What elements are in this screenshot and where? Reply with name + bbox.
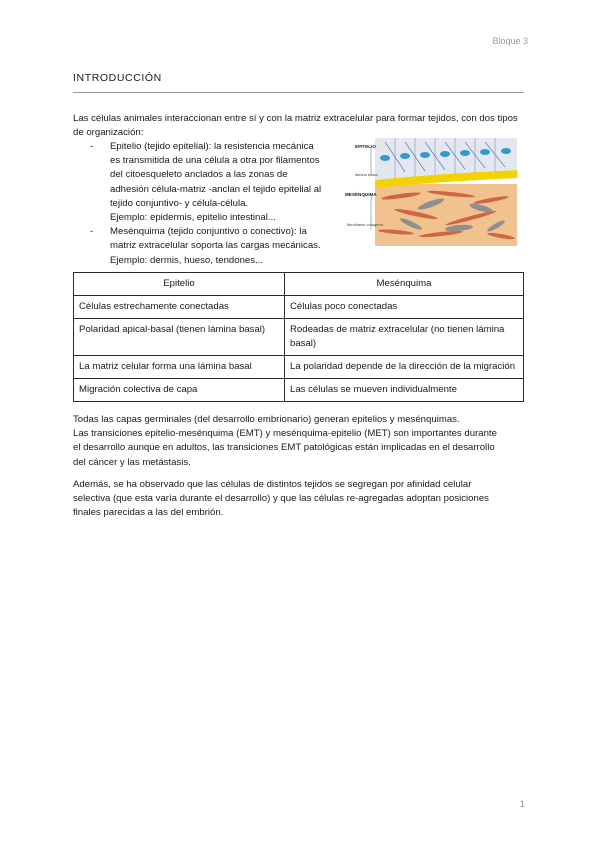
tissue-illustration (341, 134, 517, 246)
bullet-line: es transmitida de una célula a otra por filamentos (110, 155, 320, 167)
table-cell: Migración colectiva de capa (74, 379, 285, 402)
emt-paragraph (73, 413, 525, 470)
bullet-line: Ejemplo: epidermis, epitelio intestinal... (110, 212, 276, 224)
header-epitelio: Epitelio (74, 273, 285, 296)
bullet-line: Ejemplo: dermis, hueso, tendones... (110, 254, 264, 266)
table-cell: La polaridad depende de la dirección de la migración (285, 356, 524, 379)
table-header-row (74, 273, 524, 296)
title-divider (73, 92, 524, 93)
table-row (74, 379, 524, 402)
page-number: 1 (519, 799, 525, 809)
paragraph-line: Todas las capas germinales (del desarrollo embrionario) generan epitelios y mesénquimas. (73, 414, 460, 425)
table-row (74, 319, 524, 356)
intro-paragraph: Las células animales interaccionan entre sí y con la matriz extracelular para formar tejidos, con dos tipos de organización: (73, 113, 518, 139)
table-cell: Células estrechamente conectadas (74, 296, 285, 319)
block-label: Bloque 3 (492, 36, 528, 46)
table-cell: Las células se mueven individualmente (285, 379, 524, 402)
bullet-line: adhesión célula-matriz -anclan el tejido epitelial al (110, 183, 322, 195)
bullet-line: del citoesqueleto anclados a las zonas de (110, 169, 288, 181)
bullet-line: Epitelio (tejido epitelial): la resistencia mecánica (110, 141, 314, 152)
table-cell: Rodeadas de matriz extracelular (no tienen lámina basal) (285, 319, 524, 356)
bullet-line: matriz extracelular soporta las cargas mecánicas. (110, 240, 321, 252)
label-mesenquima: MESÉNQUIMA (345, 192, 377, 197)
table-cell: Polaridad apical-basal (tienen lámina basal) (74, 319, 285, 356)
label-fibroblasto: fibroblasto colágeno (347, 222, 383, 227)
bullet-dash: - (90, 141, 94, 152)
table-row (74, 296, 524, 319)
tissue-bullet-list (90, 140, 340, 268)
segregation-paragraph (73, 478, 525, 521)
label-lamina: lámina basal (355, 172, 378, 177)
bullet-line: tejido conjuntivo- y célula-célula. (110, 197, 249, 209)
table-cell: Células poco conectadas (285, 296, 524, 319)
paragraph-line: selectiva (que esta varía durante el desarrollo) y que las células re-agregadas adoptan posiciones (73, 493, 489, 505)
paragraph-line: del cáncer y las metástasis. (73, 456, 191, 468)
bullet-line: Mesénquima (tejido conjuntivo o conectivo): la (110, 226, 307, 238)
bullet-epitelio (90, 140, 340, 225)
paragraph-line: finales parecidas a las del embrión. (73, 507, 224, 519)
label-epitelio: EPITELIO (355, 144, 376, 149)
comparison-table (73, 272, 524, 402)
bullet-dash: - (90, 226, 94, 238)
table-cell: La matriz celular forma una lámina basal (74, 356, 285, 379)
section-title: INTRODUCCIÓN (73, 72, 162, 84)
table-row (74, 356, 524, 379)
header-mesenquima: Mesénquima (285, 273, 524, 296)
paragraph-line: Las transiciones epitelio-mesénquima (EMT) y mesénquima-epitelio (MET) son importantes durante (73, 428, 497, 440)
paragraph-line: Además, se ha observado que las células de distintos tejidos se segregan por afinidad celular (73, 479, 472, 490)
paragraph-line: el desarrollo aunque en adultos, las transiciones EMT patológicas están implicadas en el desarrollo (73, 442, 495, 454)
bullet-mesenquima (90, 225, 340, 268)
